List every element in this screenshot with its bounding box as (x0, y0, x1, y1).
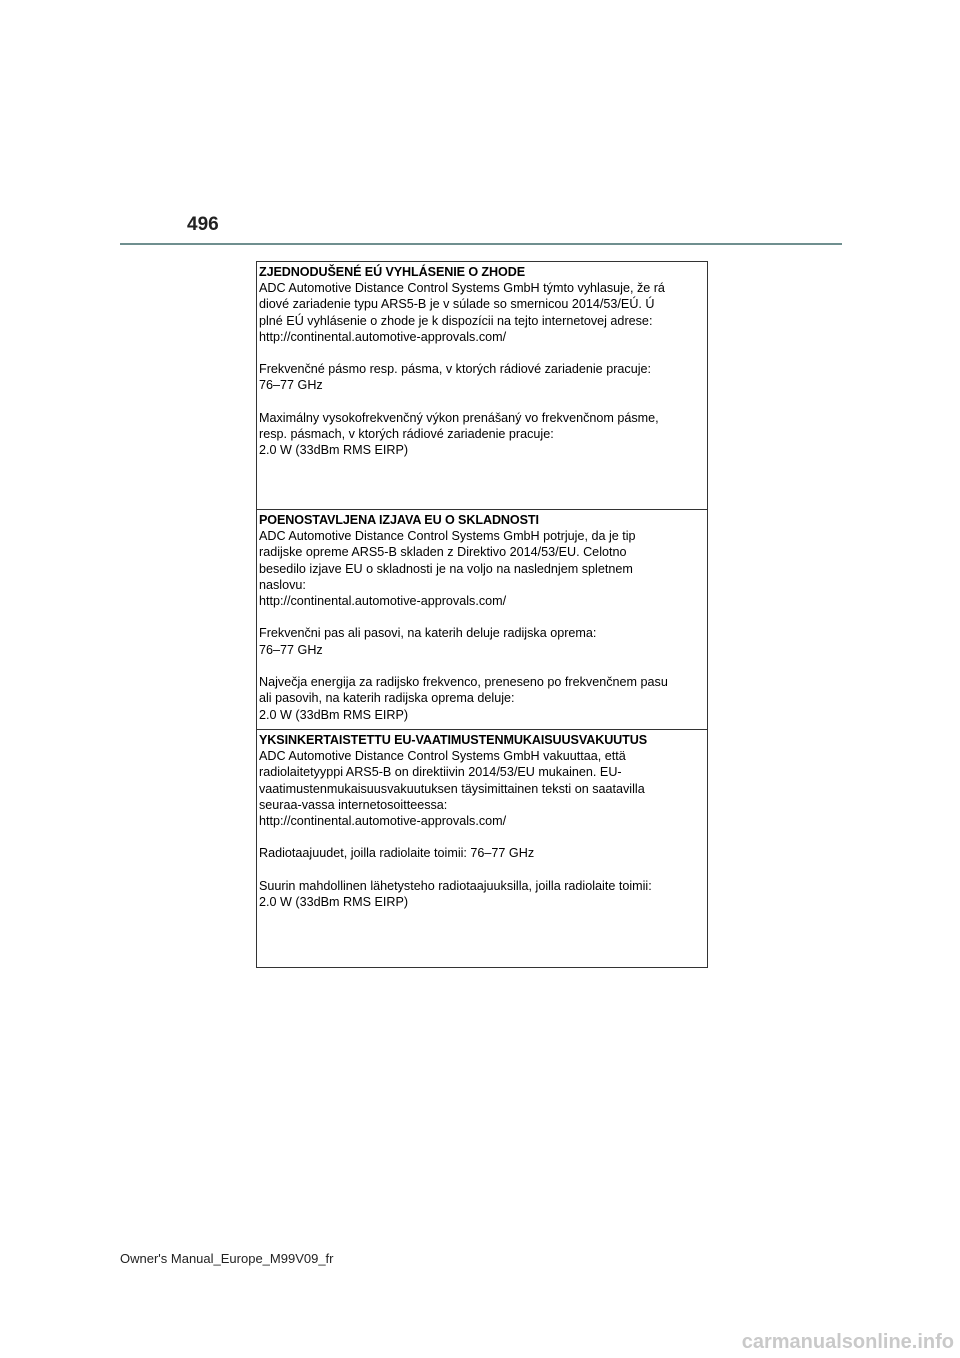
text-line: Maximálny vysokofrekvenčný výkon prenášaný vo frekvenčnom pásme, (259, 410, 659, 425)
url-text: http://continental.automotive-approvals.com/ (259, 814, 507, 829)
text-line: plné EÚ vyhlásenie o zhode je k dispozícii na tejto internetovej adrese: (259, 313, 653, 328)
footer-text: Owner's Manual_Europe_M99V09_fr (120, 1251, 334, 1266)
text-line: 76–77 GHz (259, 642, 323, 657)
section-slovenian (257, 510, 707, 730)
text-line: seuraa-vassa internetosoitteessa: (259, 797, 448, 812)
text-line: 2.0 W (33dBm RMS EIRP) (259, 895, 409, 910)
paragraph-frequency (259, 845, 707, 861)
text-line: Frekvenčné pásmo resp. pásma, v ktorých rádiové zariadenie pracuje: (259, 362, 651, 377)
text-line: Suurin mahdollinen lähetysteho radiotaajuuksilla, joilla radiolaite toimii: (259, 878, 652, 893)
section-title: POENOSTAVLJENA IZJAVA EU O SKLADNOSTI (259, 513, 539, 527)
page-number: 496 (187, 214, 219, 235)
paragraph-power (259, 674, 707, 723)
text-line: radijske opreme ARS5-B skladen z Direktivo 2014/53/EU. Celotno (259, 545, 627, 560)
text-line: radiolaitetyyppi ARS5-B on direktiivin 2014/53/EU mukainen. EU- (259, 765, 622, 780)
header-rule (120, 243, 842, 245)
paragraph-declaration (259, 280, 707, 345)
text-line: ADC Automotive Distance Control Systems GmbH týmto vyhlasuje, že rá (259, 281, 665, 295)
text-line: ADC Automotive Distance Control Systems GmbH vakuuttaa, että (259, 749, 626, 763)
watermark: carmanualsonline.info (741, 1331, 954, 1353)
declaration-box (256, 261, 708, 968)
text-line: Frekvenčni pas ali pasovi, na katerih deluje radijska oprema: (259, 626, 597, 641)
text-line: ADC Automotive Distance Control Systems GmbH potrjuje, da je tip (259, 529, 636, 543)
paragraph-power (259, 878, 707, 911)
paragraph-declaration (259, 528, 707, 609)
paragraph-declaration (259, 748, 707, 829)
text-line: naslovu: (259, 577, 306, 592)
text-line: 2.0 W (33dBm RMS EIRP) (259, 443, 409, 458)
text-line: vaatimustenmukaisuusvakuutuksen täysimittainen teksti on saatavilla (259, 781, 645, 796)
text-line: 76–77 GHz (259, 378, 323, 393)
text-line: Največja energija za radijsko frekvenco, preneseno po frekvenčnem pasu (259, 675, 668, 690)
paragraph-frequency (259, 361, 707, 394)
text-line: Radiotaajuudet, joilla radiolaite toimii: 76–77 GHz (259, 846, 535, 861)
text-line: ali pasovih, na katerih radijska oprema deluje: (259, 691, 515, 706)
url-text: http://continental.automotive-approvals.com/ (259, 594, 507, 609)
paragraph-frequency (259, 625, 707, 658)
section-title: YKSINKERTAISTETTU EU-VAATIMUSTENMUKAISUUSVAKUUTUS (259, 733, 648, 747)
text-line: besedilo izjave EU o skladnosti je na voljo na naslednjem spletnem (259, 561, 633, 576)
text-line: resp. pásmach, v ktorých rádiové zariadenie pracuje: (259, 427, 554, 442)
section-title: ZJEDNODUŠENÉ EÚ VYHLÁSENIE O ZHODE (259, 265, 526, 279)
text-line: 2.0 W (33dBm RMS EIRP) (259, 707, 409, 722)
section-finnish (257, 730, 707, 968)
url-text: http://continental.automotive-approvals.com/ (259, 329, 507, 344)
paragraph-power (259, 410, 707, 459)
section-slovak (257, 261, 707, 510)
text-line: diové zariadenie typu ARS5-B je v súlade so smernicou 2014/53/EÚ. Ú (259, 297, 655, 312)
